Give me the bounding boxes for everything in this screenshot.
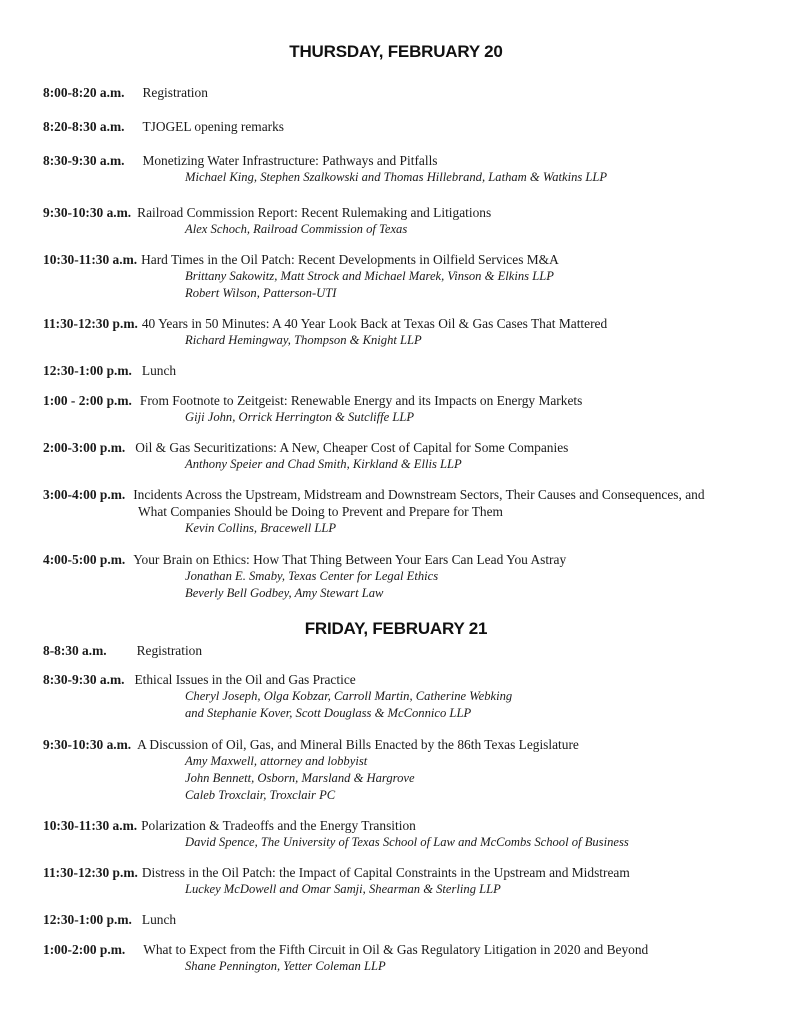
session-thu-2 [43, 118, 284, 135]
session-time: 8:20-8:30 a.m. [43, 119, 125, 134]
session-title: From Footnote to Zeitgeist: Renewable Energy and its Impacts on Energy Markets [139, 393, 583, 408]
session-time: 12:30-1:00 p.m. [43, 363, 132, 378]
session-speaker: Jonathan E. Smaby, Texas Center for Legal Ethics [185, 569, 439, 583]
session-time: 12:30-1:00 p.m. [43, 912, 132, 927]
session-speaker: Cheryl Joseph, Olga Kobzar, Carroll Martin, Catherine Webking [185, 689, 513, 703]
session-title: Lunch [141, 363, 177, 378]
session-time: 8:30-9:30 a.m. [43, 153, 125, 168]
session-fri-2 [43, 671, 356, 688]
session-speaker: Richard Hemingway, Thompson & Knight LLP [185, 333, 422, 347]
friday-heading: FRIDAY, FEBRUARY 21 [304, 619, 488, 638]
session-time: 10:30-11:30 a.m. [43, 818, 138, 833]
session-time: 11:30-12:30 p.m. [43, 316, 138, 331]
session-time: 9:30-10:30 a.m. [43, 205, 132, 220]
session-speaker: Alex Schoch, Railroad Commission of Texas [185, 222, 408, 236]
session-speaker: Caleb Troxclair, Troxclair PC [185, 788, 336, 802]
session-title-continued: What Companies Should be Doing to Prevent and Prepare for Them [138, 504, 503, 519]
session-thu-5 [43, 251, 559, 268]
session-time: 8:00-8:20 a.m. [43, 85, 125, 100]
session-speaker: Luckey McDowell and Omar Samji, Shearman & Sterling LLP [185, 882, 501, 896]
session-title: Hard Times in the Oil Patch: Recent Developments in Oilfield Services M&A [141, 252, 559, 267]
session-speaker: Amy Maxwell, attorney and lobbyist [185, 754, 368, 768]
session-title: What to Expect from the Fifth Circuit in Oil & Gas Regulatory Litigation in 2020 and Beyond [143, 942, 649, 957]
session-title: Ethical Issues in the Oil and Gas Practice [134, 672, 356, 687]
session-speaker: and Stephanie Kover, Scott Douglass & McConnico LLP [185, 706, 472, 720]
session-title: Incidents Across the Upstream, Midstream and Downstream Sectors, Their Causes and Consequences, and [133, 487, 705, 502]
session-time: 8:30-9:30 a.m. [43, 672, 125, 687]
session-time: 1:00 - 2:00 p.m. [43, 393, 132, 408]
session-title: Registration [136, 643, 203, 658]
session-time: 1:00-2:00 p.m. [43, 942, 126, 957]
session-time: 2:00-3:00 p.m. [43, 440, 126, 455]
session-thu-6 [43, 315, 607, 332]
session-speaker: Robert Wilson, Patterson-UTI [185, 286, 337, 300]
session-title: Oil & Gas Securitizations: A New, Cheaper Cost of Capital for Some Companies [135, 440, 569, 455]
session-fri-7 [43, 941, 648, 958]
session-title: TJOGEL opening remarks [142, 119, 285, 134]
session-speaker: Anthony Speier and Chad Smith, Kirkland & Ellis LLP [185, 457, 462, 471]
session-thu-3 [43, 152, 438, 169]
session-thu-10 [43, 486, 705, 503]
session-thu-11 [43, 551, 566, 568]
session-speaker: David Spence, The University of Texas School of Law and McCombs School of Business [185, 835, 629, 849]
session-thu-1 [43, 84, 208, 101]
session-speaker: Shane Pennington, Yetter Coleman LLP [185, 959, 386, 973]
session-time: 10:30-11:30 a.m. [43, 252, 138, 267]
session-title: Monetizing Water Infrastructure: Pathways and Pitfalls [142, 153, 438, 168]
session-fri-1 [43, 642, 202, 659]
session-title: Polarization & Tradeoffs and the Energy Transition [141, 818, 416, 833]
session-fri-4 [43, 817, 416, 834]
session-title: Lunch [141, 912, 177, 927]
session-speaker: Giji John, Orrick Herrington & Sutcliffe LLP [185, 410, 415, 424]
session-time: 11:30-12:30 p.m. [43, 865, 138, 880]
session-speaker: John Bennett, Osborn, Marsland & Hargrove [185, 771, 415, 785]
session-title: 40 Years in 50 Minutes: A 40 Year Look Back at Texas Oil & Gas Cases That Mattered [141, 316, 608, 331]
thursday-heading: THURSDAY, FEBRUARY 20 [289, 42, 503, 61]
session-time: 8-8:30 a.m. [43, 643, 107, 658]
session-title: A Discussion of Oil, Gas, and Mineral Bills Enacted by the 86th Texas Legislature [137, 737, 579, 752]
session-fri-6 [43, 911, 176, 928]
session-time: 3:00-4:00 p.m. [43, 487, 126, 502]
session-fri-3 [43, 736, 579, 753]
session-speaker: Beverly Bell Godbey, Amy Stewart Law [185, 586, 384, 600]
session-title: Distress in the Oil Patch: the Impact of Capital Constraints in the Upstream and Midstream [141, 865, 630, 880]
session-time: 4:00-5:00 p.m. [43, 552, 126, 567]
session-time: 9:30-10:30 a.m. [43, 737, 132, 752]
session-title: Railroad Commission Report: Recent Rulemaking and Litigations [137, 205, 492, 220]
session-speaker: Kevin Collins, Bracewell LLP [185, 521, 337, 535]
session-thu-7 [43, 362, 176, 379]
session-thu-9 [43, 439, 568, 456]
session-title: Registration [142, 85, 208, 100]
session-speaker: Michael King, Stephen Szalkowski and Thomas Hillebrand, Latham & Watkins LLP [185, 170, 608, 184]
session-thu-8 [43, 392, 582, 409]
session-title: Your Brain on Ethics: How That Thing Between Your Ears Can Lead You Astray [133, 552, 567, 567]
session-speaker: Brittany Sakowitz, Matt Strock and Michael Marek, Vinson & Elkins LLP [185, 269, 554, 283]
session-thu-4 [43, 204, 491, 221]
session-fri-5 [43, 864, 630, 881]
